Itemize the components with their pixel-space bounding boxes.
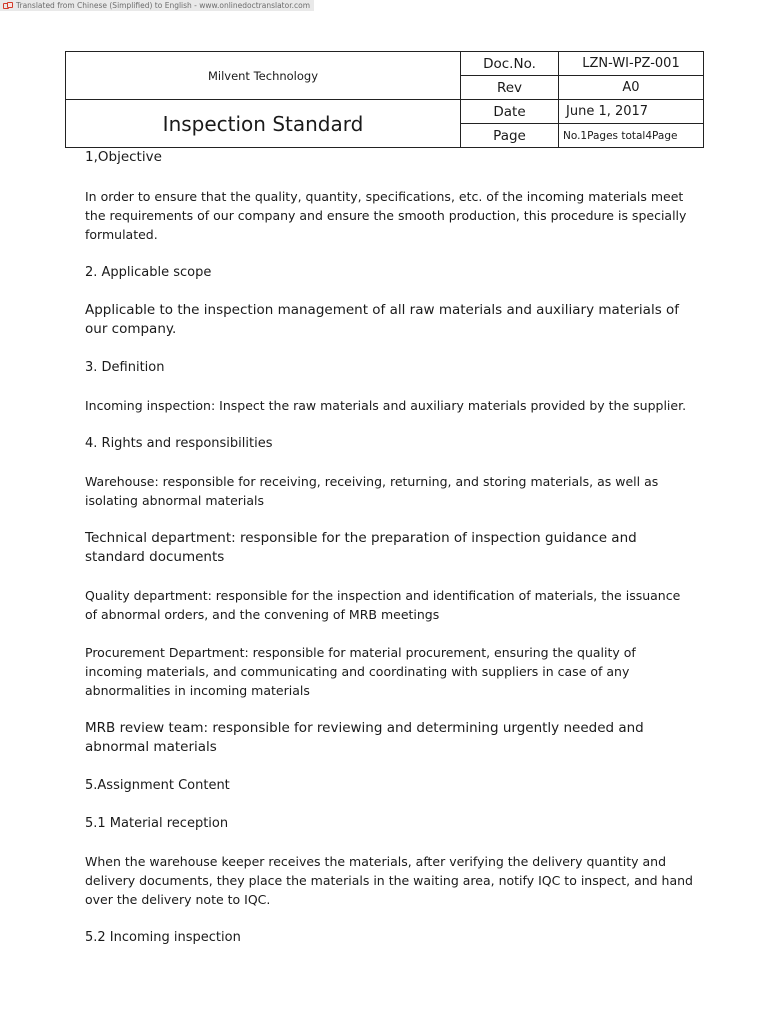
section-assignment-heading: 5.Assignment Content <box>85 778 230 793</box>
rev-value: A0 <box>559 76 704 100</box>
rev-label: Rev <box>461 76 559 100</box>
responsibility-warehouse: Warehouse: responsible for receiving, receiving, returning, and storing materials, as well as isolating abnormal materials <box>85 474 659 508</box>
page-label: Page <box>461 124 559 148</box>
section-definition-text: Incoming inspection: Inspect the raw materials and auxiliary materials provided by the supplier. <box>85 398 687 413</box>
doc-no-label: Doc.No. <box>461 52 559 76</box>
translation-banner[interactable] <box>0 0 314 11</box>
date-label: Date <box>461 100 559 124</box>
translate-logo-icon <box>3 2 14 10</box>
responsibility-mrb: MRB review team: responsible for reviewing and determining urgently needed and abnormal materials <box>85 720 644 755</box>
responsibility-technical: Technical department: responsible for the preparation of inspection guidance and standard documents <box>85 530 637 565</box>
document-header-table <box>65 51 704 148</box>
section-objective-heading: 1,Objective <box>85 149 162 165</box>
doc-no-value: LZN-WI-PZ-001 <box>559 52 704 76</box>
responsibility-quality: Quality department: responsible for the inspection and identification of materials, the issuance of abnormal orders, and the convening of MRB meetings <box>85 588 681 622</box>
section-scope-heading: 2. Applicable scope <box>85 265 212 280</box>
company-name: Milvent Technology <box>66 52 461 100</box>
responsibility-procurement: Procurement Department: responsible for material procurement, ensuring the quality of incoming materials, and communicating and coordinating with suppliers in case of any abnormalities in incoming materials <box>85 645 636 698</box>
section-material-reception-heading: 5.1 Material reception <box>85 816 229 831</box>
page-value: No.1Pages total4Page <box>559 124 704 148</box>
date-value: June 1, 2017 <box>559 100 704 124</box>
translation-banner-text[interactable]: Translated from Chinese (Simplified) to English - www.onlinedoctranslator.com <box>16 1 311 10</box>
section-incoming-inspection-heading: 5.2 Incoming inspection <box>85 930 241 945</box>
section-definition-heading: 3. Definition <box>85 360 165 375</box>
section-scope-text: Applicable to the inspection management of all raw materials and auxiliary materials of our company. <box>85 302 680 337</box>
section-material-reception-text: When the warehouse keeper receives the materials, after verifying the delivery quantity and delivery documents, they place the materials in the waiting area, notify IQC to inspect, and hand over the delivery note to IQC. <box>85 854 693 907</box>
section-objective-text: In order to ensure that the quality, quantity, specifications, etc. of the incoming materials meet the requirements of our company and ensure the smooth production, this procedure is specially formulated. <box>85 189 687 242</box>
document-title: Inspection Standard <box>66 100 461 148</box>
section-responsibilities-heading: 4. Rights and responsibilities <box>85 436 273 451</box>
